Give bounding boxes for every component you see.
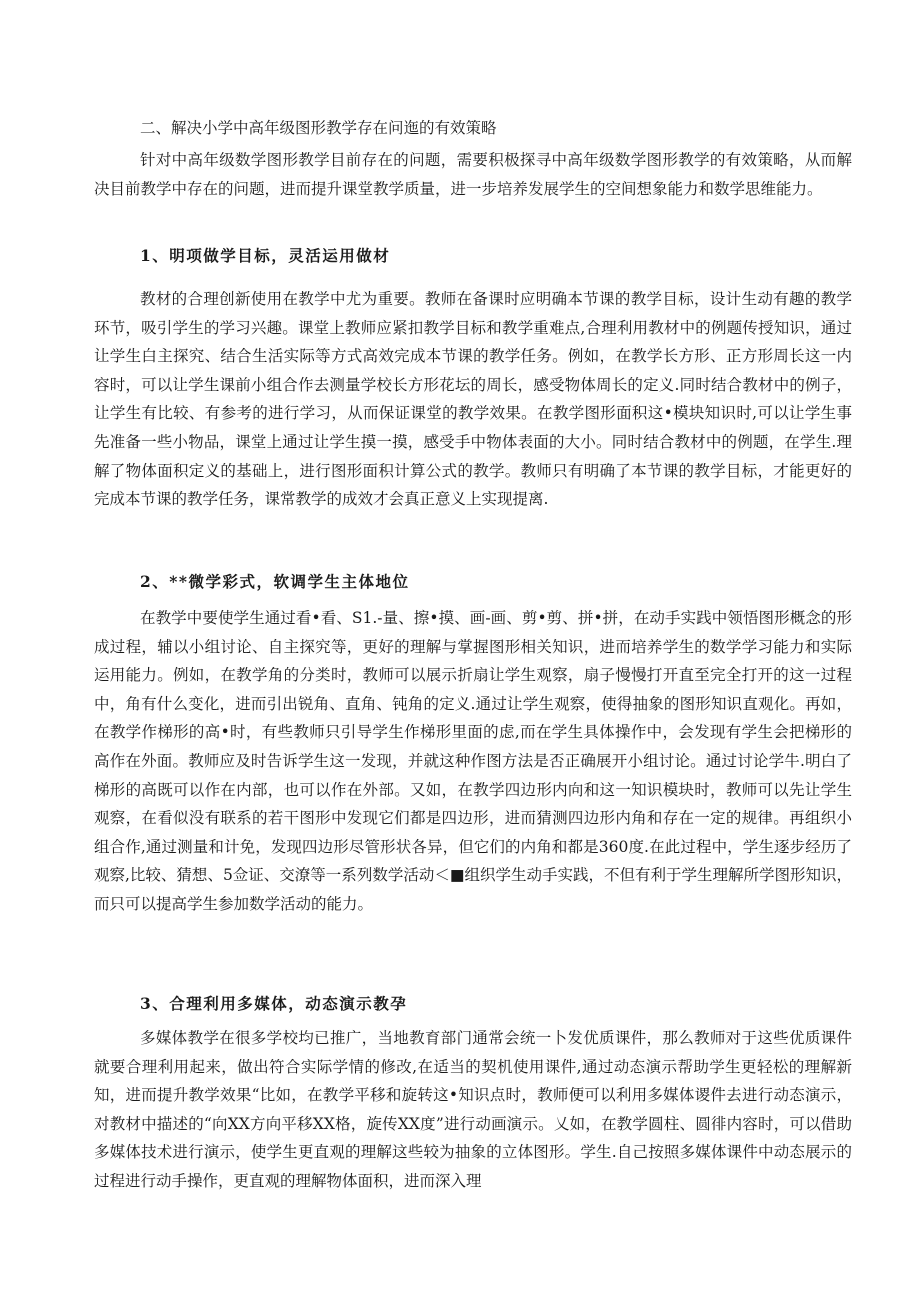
paragraph-3: 多媒体教学在很多学校均已推广，当地教育部门通常会统一卜发优质课件，那么教师对于这些优质课件就要合理利用起来，做出符合实际学情的修改,在适当的契机使用课件,通过动态演示帮助学生更轻松的理解新知，进而提升教学效果“比如，在教学平移和旋转这•知识点时，教师便可以利用多媒体谡件去进行动态演示，对教材中描述的“向XX方向平移XX格，旋传XX度”进行动画演示。乂如，在教学圆柱、圆徘内容时，可以借助多媒体技术进行演示，使学生更直观的理解这些较为抽象的立体图形。学生.自己按照多媒体课件中动态展示的过程进行动手操作，更直观的理解物体面积，进而深入理	[94, 1029, 852, 1190]
heading-3: 3、合理利用多媒体，动态演示教孕	[140, 994, 408, 1013]
section-title: 二、解决小学中高年级图形教学存在问迤的有效策略	[140, 119, 497, 137]
paragraph-2: 在教学中要使学生通过看•看、S1.-量、擦•摸、画-画、剪•剪、拼•拼，在动手实践中领悟图形概念的形成过程，辅以小组讨论、自主探究等，更好的理解与掌握图形相关知识，进而培养学生的数学学习能力和实际运用能力。例如，在教学角的分类时，教师可以展示折扇让学生观察，扇子慢慢打开直至完全打开的这一过程中，角有什么变化，进而引出锐角、直角、钝角的定义.通过让学生观察，使得抽象的图形知识直观化。再如，在教学作梯形的高•时，有些教师只引导学生作梯形里面的虑,而在学生具体操作中，会发现有学生会把梯形的高作在外面。教师应及时告诉学生这一发现，并就这种作图方法是否正确展开小组讨论。通过讨论学牛.明白了梯形的高既可以作在内部，也可以作在外部。又如，在教学四边形内向和这一知识模块时，教师可以先让学生观察，在看似没有联系的若干图形中发现它们都是四边形，进而猜测四边形内角和存在一定的规律。再组织小组合作,通过测量和计免，发现四边形尽管形状各异，但它们的内角和都是360度.在此过程中，学生逐步经历了观察,比较、猜想、5佥证、交潦等一系列数学活动＜■组织学生动手实践，不但有利于学生理解所学图形知识，而只可以提高学生参加数学活动的能力。	[94, 609, 852, 913]
heading-1: 1、明项做学目标，灵活运用做材	[140, 246, 391, 265]
paragraph-1: 教材的合理创新使用在教学中尤为重要。教师在备课时应明确本节课的教学目标，设计生动有趣的教学环节，吸引学生的学习兴趣。课堂上教师应紧扣教学目标和教学重难点,合理利用教材中的例题传授知识，通过让学生白主探究、结合生活实际等方式高效完成本节课的教学任务。例如，在教学长方形、正方形周长这一内容时，可以让学生课前小组合作去测量学校长方形花坛的周长，感受物体周长的定义.同时结合教材中的例子，让学生有比较、有参考的进行学习，从而保证课堂的教学效果。在教学图形面积这•模块知识时,可以让学生事先准备一些小物品，课堂上通过让学生摸一摸，感受手中物体表面的大小。同时结合教材中的例题，在学生.理解了物体面积定义的基础上，进行图形面积计算公式的教学。教师只有明确了本节课的教学目标，才能更好的完成本节课的教学任务，课常教学的成效才会真正意义上实现提离.	[94, 290, 852, 509]
heading-2: 2、**微学彩式，软调学生主体地位	[140, 572, 410, 591]
intro-paragraph: 针对中高年级数学图形教学目前存在的问题，需要积极探寻中高年级数学图形教学的有效策略，从而解决目前教学中存在的问题，进而提升课堂教学质量，进一步培养发展学生的空间想象能力和数学思维能力。	[94, 151, 852, 198]
